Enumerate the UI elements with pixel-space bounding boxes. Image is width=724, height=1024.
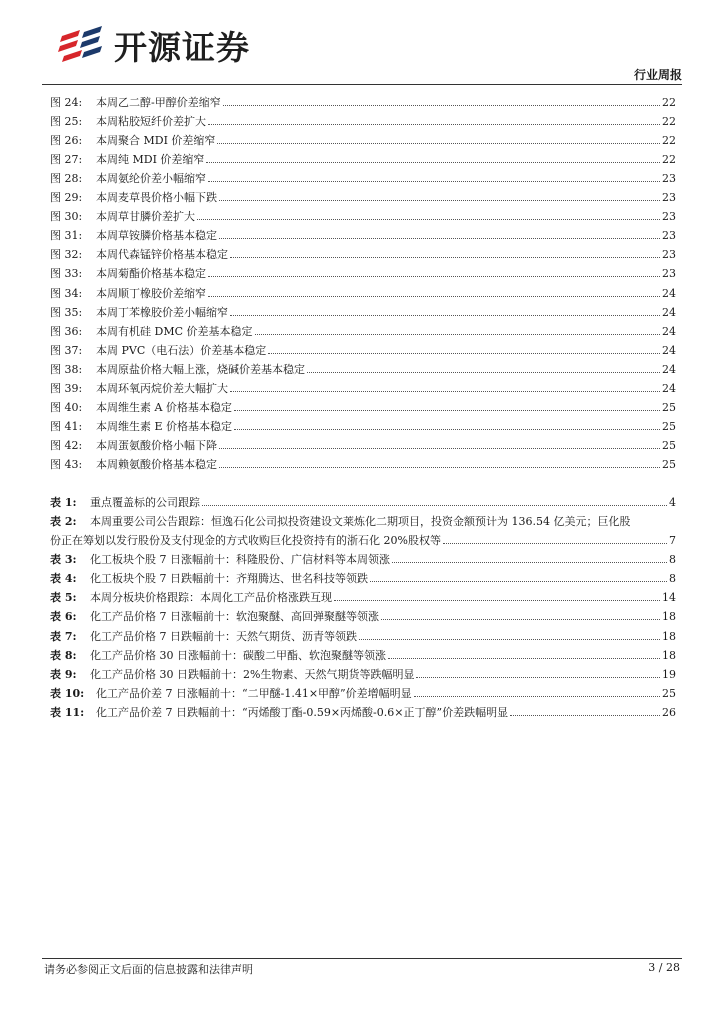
item-page: 8 bbox=[669, 572, 676, 586]
dot-leader bbox=[230, 391, 660, 392]
item-title: 本周原盐价格大幅上涨，烧碱价差基本稳定 bbox=[96, 362, 305, 376]
toc-table-item[interactable] bbox=[50, 681, 676, 700]
toc-figure-item[interactable] bbox=[50, 357, 676, 376]
item-page: 25 bbox=[662, 686, 676, 700]
dot-leader bbox=[307, 372, 660, 373]
dot-leader bbox=[443, 543, 667, 544]
dot-leader bbox=[208, 181, 660, 182]
table-list bbox=[50, 490, 676, 719]
dot-leader bbox=[381, 619, 660, 620]
toc-table-item[interactable] bbox=[50, 700, 676, 719]
toc-table-item[interactable] bbox=[50, 662, 676, 681]
toc-table-item[interactable] bbox=[50, 490, 676, 509]
item-title: 本周维生素 E 价格基本稳定 bbox=[96, 419, 233, 433]
item-number: 表 8: bbox=[50, 648, 77, 662]
item-title: 本周重要公司公告跟踪：恒逸石化公司拟投资建设文莱炼化二期项目，投资金额预计为 136.54 亿美元；巨化股 bbox=[90, 515, 631, 529]
item-number: 图 24: bbox=[50, 96, 83, 110]
item-number: 图 36: bbox=[50, 324, 83, 338]
item-page: 14 bbox=[662, 591, 676, 605]
item-title: 化工板块个股 7 日跌幅前十：齐翔腾达、世名科技等领跌 bbox=[90, 572, 368, 586]
item-number: 图 39: bbox=[50, 381, 83, 395]
dot-leader bbox=[414, 696, 660, 697]
item-title: 本周麦草畏价格小幅下跌 bbox=[96, 191, 217, 205]
item-number: 表 1: bbox=[50, 496, 77, 510]
item-title: 本周蛋氨酸价格小幅下降 bbox=[96, 438, 217, 452]
item-number: 图 29: bbox=[50, 191, 83, 205]
item-number: 表 10: bbox=[50, 686, 85, 700]
toc-table-item[interactable] bbox=[50, 509, 676, 547]
item-page: 18 bbox=[662, 610, 676, 624]
item-page: 24 bbox=[662, 343, 676, 357]
item-number: 表 3: bbox=[50, 553, 77, 567]
item-number: 表 9: bbox=[50, 667, 77, 681]
item-number: 图 30: bbox=[50, 210, 83, 224]
toc-table-item[interactable] bbox=[50, 604, 676, 623]
item-page: 18 bbox=[662, 629, 676, 643]
item-title: 本周草甘膦价差扩大 bbox=[96, 210, 195, 224]
dot-leader bbox=[217, 143, 660, 144]
item-page: 18 bbox=[662, 648, 676, 662]
item-title: 化工板块个股 7 日涨幅前十：科隆股份、广信材料等本周领涨 bbox=[90, 553, 390, 567]
item-title: 重点覆盖标的公司跟踪 bbox=[90, 496, 200, 510]
item-page: 19 bbox=[662, 667, 676, 681]
item-title: 本周分板块价格跟踪：本周化工产品价格涨跌互现 bbox=[90, 591, 332, 605]
dot-leader bbox=[416, 677, 660, 678]
toc-figure-item[interactable] bbox=[50, 395, 676, 414]
dot-leader bbox=[234, 429, 660, 430]
toc-figure-item[interactable] bbox=[50, 109, 676, 128]
item-number: 图 32: bbox=[50, 248, 83, 262]
item-number: 图 26: bbox=[50, 134, 83, 148]
item-page: 22 bbox=[662, 96, 676, 110]
toc-figure-item[interactable] bbox=[50, 147, 676, 166]
item-number: 表 5: bbox=[50, 591, 77, 605]
item-title: 本周草铵膦价格基本稳定 bbox=[96, 229, 217, 243]
dot-leader bbox=[230, 257, 660, 258]
toc-table-item[interactable] bbox=[50, 547, 676, 566]
item-number: 图 37: bbox=[50, 343, 83, 357]
dot-leader bbox=[230, 315, 660, 316]
dot-leader bbox=[208, 124, 660, 125]
toc-figure-item[interactable] bbox=[50, 452, 676, 471]
dot-leader bbox=[510, 715, 660, 716]
item-page: 23 bbox=[662, 267, 676, 281]
item-title: 化工产品价格 7 日涨幅前十：软泡聚醚、高回弹聚醚等领涨 bbox=[90, 610, 379, 624]
item-number: 表 2: bbox=[50, 515, 77, 529]
item-number: 表 7: bbox=[50, 629, 77, 643]
item-number: 图 43: bbox=[50, 457, 83, 471]
toc-figure-item[interactable] bbox=[50, 280, 676, 299]
toc-figure-item[interactable] bbox=[50, 414, 676, 433]
item-title-continued: 份正在筹划以发行股份及支付现金的方式收购巨化投资持有的浙石化 20%股权等 bbox=[50, 534, 441, 548]
item-title: 本周赖氨酸价格基本稳定 bbox=[96, 457, 217, 471]
toc-figure-item[interactable] bbox=[50, 185, 676, 204]
item-page: 25 bbox=[662, 457, 676, 471]
item-page: 24 bbox=[662, 286, 676, 300]
item-number: 图 42: bbox=[50, 438, 83, 452]
dot-leader bbox=[359, 639, 660, 640]
toc-table-item[interactable] bbox=[50, 643, 676, 662]
dot-leader bbox=[219, 200, 660, 201]
item-number: 表 6: bbox=[50, 610, 77, 624]
logo-mark-icon bbox=[58, 26, 108, 66]
item-number: 图 31: bbox=[50, 229, 83, 243]
figure-list bbox=[50, 90, 676, 471]
item-page: 4 bbox=[669, 496, 676, 510]
item-page: 7 bbox=[669, 534, 676, 548]
item-title: 本周顺丁橡胶价差缩窄 bbox=[96, 286, 206, 300]
dot-leader bbox=[197, 219, 660, 220]
dot-leader bbox=[208, 296, 660, 297]
item-title: 本周粘胶短纤价差扩大 bbox=[96, 115, 206, 129]
dot-leader bbox=[392, 562, 667, 563]
item-title: 化工产品价格 30 日涨幅前十：碳酸二甲酯、软泡聚醚等领涨 bbox=[90, 648, 386, 662]
item-title: 本周环氧丙烷价差大幅扩大 bbox=[96, 381, 228, 395]
toc-figure-item[interactable] bbox=[50, 166, 676, 185]
dot-leader bbox=[268, 353, 660, 354]
page-indicator: 3 / 28 bbox=[648, 961, 680, 974]
toc-figure-item[interactable] bbox=[50, 300, 676, 319]
item-title: 本周氨纶价差小幅缩窄 bbox=[96, 172, 206, 186]
item-number: 图 34: bbox=[50, 286, 83, 300]
toc-table-item[interactable] bbox=[50, 623, 676, 642]
item-page: 8 bbox=[669, 553, 676, 567]
item-title: 本周维生素 A 价格基本稳定 bbox=[96, 400, 232, 414]
brand-name: 开源证券 bbox=[114, 28, 250, 67]
item-page: 23 bbox=[662, 210, 676, 224]
toc-figure-item[interactable] bbox=[50, 90, 676, 109]
item-page: 23 bbox=[662, 229, 676, 243]
item-title: 本周丁苯橡胶价差小幅缩窄 bbox=[96, 305, 228, 319]
item-number: 图 35: bbox=[50, 305, 83, 319]
toc-figure-item[interactable] bbox=[50, 223, 676, 242]
item-page: 24 bbox=[662, 381, 676, 395]
report-type-label: 行业周报 bbox=[633, 68, 682, 82]
dot-leader bbox=[334, 600, 660, 601]
item-title: 化工产品价格 7 日跌幅前十：天然气期货、沥青等领跌 bbox=[90, 629, 357, 643]
item-page: 25 bbox=[662, 419, 676, 433]
item-title: 化工产品价差 7 日跌幅前十：“丙烯酸丁酯-0.59×丙烯酸-0.6×正丁醇”价差跌幅明显 bbox=[96, 705, 509, 719]
item-page: 25 bbox=[662, 400, 676, 414]
item-number: 图 40: bbox=[50, 400, 83, 414]
item-title: 本周 PVC（电石法）价差基本稳定 bbox=[96, 343, 267, 357]
item-page: 24 bbox=[662, 362, 676, 376]
item-page: 23 bbox=[662, 248, 676, 262]
item-number: 表 11: bbox=[50, 705, 85, 719]
item-page: 23 bbox=[662, 191, 676, 205]
toc-table-item[interactable] bbox=[50, 585, 676, 604]
toc-figure-item[interactable] bbox=[50, 128, 676, 147]
header-divider bbox=[42, 84, 682, 85]
item-title: 本周聚合 MDI 价差缩窄 bbox=[96, 134, 216, 148]
toc-figure-item[interactable] bbox=[50, 204, 676, 223]
dot-leader bbox=[219, 238, 660, 239]
dot-leader bbox=[388, 658, 660, 659]
dot-leader bbox=[219, 467, 660, 468]
item-page: 24 bbox=[662, 305, 676, 319]
dot-leader bbox=[219, 448, 660, 449]
dot-leader bbox=[370, 581, 667, 582]
dot-leader bbox=[255, 334, 661, 335]
item-title: 本周代森锰锌价格基本稳定 bbox=[96, 248, 228, 262]
item-title: 本周菊酯价格基本稳定 bbox=[96, 267, 206, 281]
toc-figure-item[interactable] bbox=[50, 242, 676, 261]
toc-figure-item[interactable] bbox=[50, 338, 676, 357]
item-page: 22 bbox=[662, 115, 676, 129]
item-title: 本周有机硅 DMC 价差基本稳定 bbox=[96, 324, 253, 338]
item-number: 表 4: bbox=[50, 572, 77, 586]
footer-disclaimer: 请务必参阅正文后面的信息披露和法律声明 bbox=[44, 963, 253, 976]
dot-leader bbox=[208, 276, 660, 277]
toc-table-item[interactable] bbox=[50, 566, 676, 585]
item-page: 22 bbox=[662, 134, 676, 148]
footer-divider bbox=[42, 958, 682, 959]
item-number: 图 38: bbox=[50, 362, 83, 376]
dot-leader bbox=[234, 410, 660, 411]
dot-leader bbox=[206, 162, 660, 163]
item-page: 22 bbox=[662, 153, 676, 167]
item-number: 图 27: bbox=[50, 153, 83, 167]
item-number: 图 33: bbox=[50, 267, 83, 281]
item-page: 26 bbox=[662, 705, 676, 719]
toc-figure-item[interactable] bbox=[50, 376, 676, 395]
toc-figure-item[interactable] bbox=[50, 319, 676, 338]
item-number: 图 41: bbox=[50, 419, 83, 433]
item-title: 化工产品价格 30 日跌幅前十：2%生物素、天然气期货等跌幅明显 bbox=[90, 667, 415, 681]
item-number: 图 25: bbox=[50, 115, 83, 129]
brand-logo bbox=[58, 22, 250, 69]
item-title: 本周乙二醇-甲醇价差缩窄 bbox=[96, 96, 221, 110]
item-number: 图 28: bbox=[50, 172, 83, 186]
item-page: 23 bbox=[662, 172, 676, 186]
dot-leader bbox=[223, 105, 660, 106]
item-page: 25 bbox=[662, 438, 676, 452]
dot-leader bbox=[202, 505, 667, 506]
item-title: 本周纯 MDI 价差缩窄 bbox=[96, 153, 205, 167]
item-title: 化工产品价差 7 日涨幅前十：“二甲醚-1.41×甲醇”价差增幅明显 bbox=[96, 686, 412, 700]
toc-figure-item[interactable] bbox=[50, 261, 676, 280]
toc-figure-item[interactable] bbox=[50, 433, 676, 452]
item-page: 24 bbox=[662, 324, 676, 338]
